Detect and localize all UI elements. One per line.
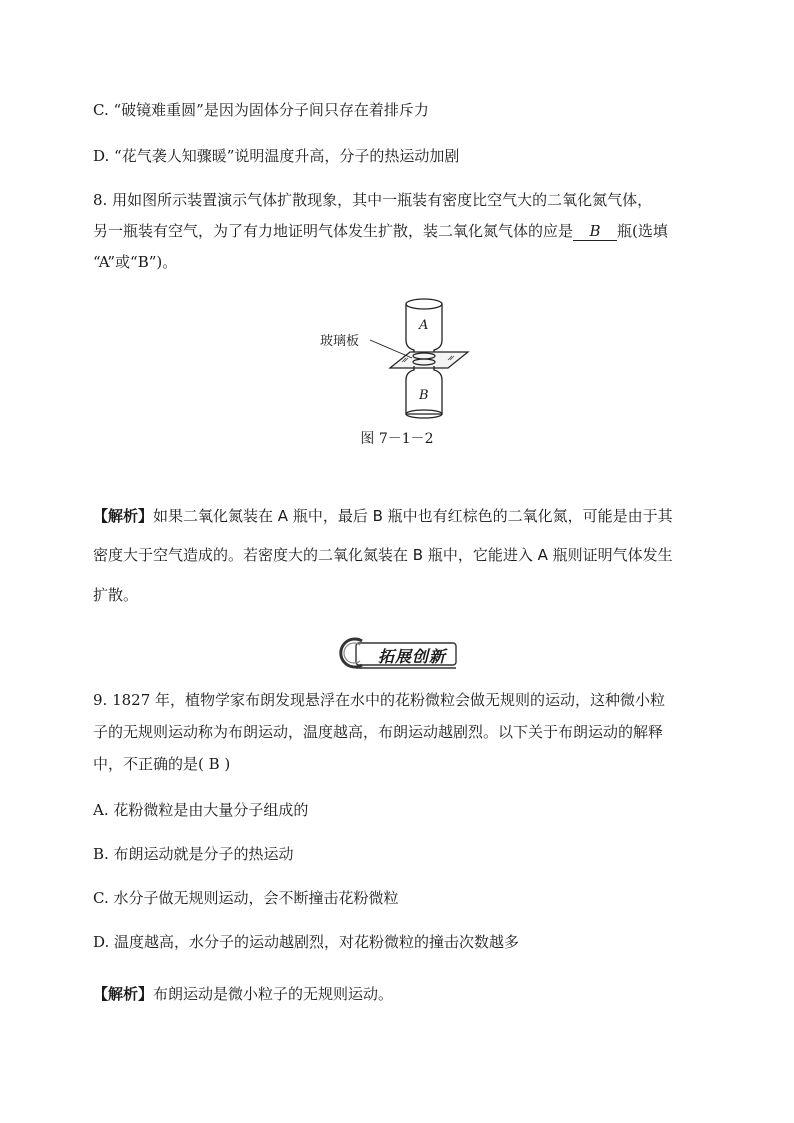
q8-explanation-line2: 密度大于空气造成的。若密度大的二氧化氮装在 B 瓶中，它能进入 A 瓶则证明气体发生 — [93, 546, 673, 564]
jar-b-label: B — [419, 388, 429, 403]
section-banner — [336, 635, 460, 671]
q7-option-c: C. “破镜难重圆”是因为固体分子间只存在着排斥力 — [93, 101, 429, 119]
q8-explanation-line1 — [93, 506, 673, 526]
q9-stem-line1: 9. 1827 年，植物学家布朗发现悬浮在水中的花粉微粒会做无规则的运动，这种微小粒 — [93, 691, 666, 709]
glass-plate-label: 玻璃板 — [320, 334, 360, 349]
q9-option-b: B. 布朗运动就是分子的热运动 — [93, 845, 294, 863]
jar-a-label: A — [419, 318, 429, 333]
diffusion-apparatus-drawing — [318, 296, 478, 426]
q8-stem-line3: “A”或“B”)。 — [93, 253, 178, 271]
q8-stem-line2-post: 瓶(选填 — [617, 222, 668, 240]
q8-stem-line2-pre: 另一瓶装有空气，为了有力地证明气体发生扩散，装二氧化氮气体的应是 — [93, 222, 574, 240]
q8-explanation-tag: 【解析】 — [93, 507, 154, 525]
q8-explanation-text1: 如果二氧化氮装在 A 瓶中，最后 B 瓶中也有红棕色的二氧化氮，可能是由于其 — [153, 507, 673, 525]
q9-explanation-tag: 【解析】 — [93, 985, 154, 1003]
figure-caption: 图 7－1－2 — [360, 431, 434, 447]
q9-stem-line2: 子的无规则运动称为布朗运动，温度越高，布朗运动越剧烈。以下关于布朗运动的解释 — [93, 723, 664, 741]
q8-explanation-line3: 扩散。 — [93, 586, 139, 604]
q9-stem-line3: 中，不正确的是( B ) — [93, 755, 231, 773]
q9-option-d: D. 温度越高，水分子的运动越剧烈，对花粉微粒的撞击次数越多 — [93, 933, 520, 951]
glass-plate-shape — [390, 352, 468, 368]
q7-option-d: D. “花气袭人知骤暖”说明温度升高，分子的热运动加剧 — [93, 147, 460, 165]
q9-explanation-text: 布朗运动是微小粒子的无规则运动。 — [153, 985, 394, 1003]
banner-title: 拓展创新 — [378, 647, 447, 666]
q8-stem-line1: 8. 用如图所示装置演示气体扩散现象，其中一瓶装有密度比空气大的二氧化氮气体， — [93, 191, 653, 209]
q9-explanation — [93, 984, 393, 1004]
q9-option-a: A. 花粉微粒是由大量分子组成的 — [93, 801, 309, 819]
q9-option-c: C. 水分子做无规则运动，会不断撞击花粉微粒 — [93, 889, 399, 907]
diffusion-apparatus-figure — [318, 296, 478, 426]
q8-stem-line2 — [93, 221, 668, 241]
q8-answer-blank: B — [573, 222, 617, 241]
